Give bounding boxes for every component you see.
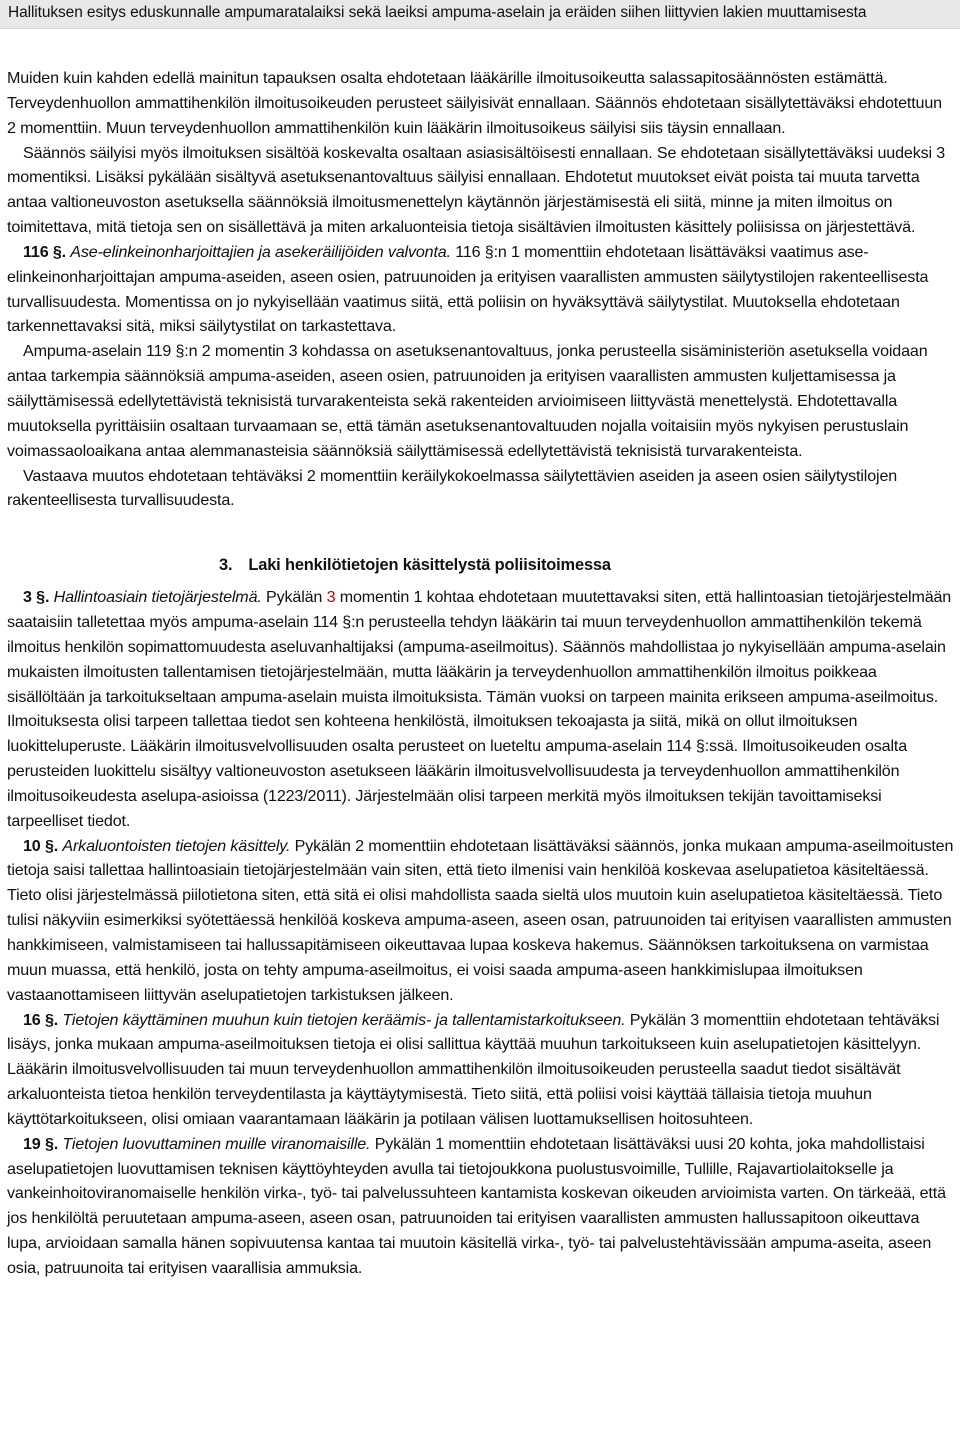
section-number: 116 [23, 242, 49, 261]
section-number: 10 [23, 836, 41, 855]
document-body [7, 66, 955, 1281]
section-text: Pykälän 3 momenttiin ehdotetaan tehtäväksi lisäys, jonka mukaan ampuma-aseilmoituksen tietoja ei olisi sallittua käyttää muuhun tarkoitukseen kuin aselupatietojen käsittelyyn. Lääkärin ilmoitusvelvollisuuden tai muun terveydenhuollon ammattihenkilön ilmoitusoikeuden perusteella saadut tiedot sisältävät arkaluonteista tietoa henkilön terveydentilasta ja käyttäytymisestä. Tieto siitä, että poliisi voisi käyttää tällaisia tietoja muuhun käyttötarkoitukseen, olisi omiaan vaarantamaan lääkärin ja potilaan välisen luottamuksellisen hoitosuhteen. [7, 1010, 940, 1128]
section-text: Pykälän 2 momenttiin ehdotetaan lisättäväksi säännös, jonka mukaan ampuma-aseilmoitusten tietoja saisi tallettaa hallintoasiain tietojärjestelmään vain siten, että tieto ilmenisi vain henkilöä koskevaa aselupatietoa käsiteltäessä. Tieto olisi järjestelmässä piilotietona siten, että sitä ei olisi mahdollista saada sieltä ulos muutoin kuin aselupatietoa käsiteltäessä. Tieto tulisi näkyviin esimerkiksi syötettäessä henkilöä koskeva ampuma-aseen, aseen osan, patruunoiden tai erityisen vaarallisten ammusten hankkimiseen, valmistamiseen tai hallussapitämiseen oikeuttavaa lupaa koskeva hakemus. Säännöksen tarkoituksena on varmistaa muun muassa, että henkilö, josta on tehty ampuma-aseilmoitus, ei voisi saada ampuma-aseen hankkimislupaa ilmoituksen vastaanottamiseen liittyvän aselupatietojen tarkistuksen jälkeen. [7, 836, 954, 1004]
section-symbol: §. [44, 1010, 59, 1029]
paragraph: Vastaava muutos ehdotetaan tehtäväksi 2 momenttiin keräilykokoelmassa säilytettävien aseiden ja aseen osien säilytystilojen rakenteellisesta turvallisuudesta. [7, 466, 898, 510]
highlighted-number: 3 [326, 588, 336, 607]
paragraph: Muiden kuin kahden edellä mainitun tapauksen osalta ehdotetaan lääkärille ilmoitusoikeutta salassapitosäännösten estämättä. Terveydenhuollon ammattihenkilön ilmoitusoikeuden perusteet säilyisivät ennallaan. Säännös ehdotetaan sisällytettäväksi ehdotettuun 2 momenttiin. Muun terveydenhuollon ammattihenkilön kuin lääkärin ilmoitusoikeus säilyisi siis täysin ennallaan. [7, 69, 942, 137]
section-text: momentin 1 kohtaa ehdotetaan muutettavaksi siten, että hallintoasian tietojärjestelmään saataisiin talletettaa myös ampuma-aselain 114 §:n perusteella tehdyn lääkärin tai muun terveydenhuollon ammattihenkilön tekemä ilmoitus henkilön sopimattomuudesta aseluvanhaltijaksi (ampuma-aseilmoitus). Säännös mahdollistaa jo nykyisellään ampuma-aselain mukaisten ilmoitusten tallentamisen tietojärjestelmään, mutta lääkärin ja terveydenhuollon ammattihenkilön ilmoitus poikkeaa sisällöltään ja tarkoitukseltaan ampuma-aselain muista ilmoituksista. Tämän vuoksi on tarpeen mainita erikseen ampuma-aseilmoitus. Ilmoituksesta olisi tarpeen tallettaa tiedot sen kohteena henkilöstä, ilmoituksen tekoajasta ja siitä, mikä on ollut ilmoituksen luokitteluperuste. Lääkärin ilmoitusvelvollisuuden osalta perusteet on lueteltu ampuma-aselain 114 §:ssä. Ilmoitusoikeuden osalta perusteiden luokittelu sisältyy valtioneuvoston asetukseen lääkärin ilmoitusvelvollisuudesta ja terveydenhuollon ammattihenkilön ilmoitusoikeudesta aselupa-asioissa (1223/2011). Järjestelmään olisi tarpeen merkitä myös ilmoituksen tekijän tavoittamiseksi tarpeelliset tiedot. [7, 588, 952, 830]
paragraph: Säännös säilyisi myös ilmoituksen sisältöä koskevalta osaltaan asiasisältöisesti ennallaan. Se ehdotetaan sisällytettäväksi uudeksi 3 momentiksi. Lisäksi pykälään sisältyvä asetuksenantovaltuus säilyisi ennallaan. Ehdotetut muutokset eivät poista tai muuta tarvetta antaa valtioneuvoston asetuksella säännöksiä ilmoitusmenettelyn käytännön järjestämisestä eli siitä, minne ja miten ilmoitus on toimitettava, mitä tietoja sen on sisällettävä ja miten arkaluonteisia tietoja sisältävien ilmoitusten käsittely poliisissa on järjestettävä. [7, 143, 946, 237]
section-paragraph [7, 1008, 955, 1132]
page-header [0, 0, 960, 29]
chapter-title: Laki henkilötietojen käsittelystä poliisitoimessa [248, 556, 611, 575]
section-paragraph [7, 834, 955, 1008]
chapter-number: 3. [219, 556, 233, 575]
section-symbol: §. [36, 588, 50, 607]
section-title: Tietojen luovuttaminen muille viranomaisille. [62, 1134, 371, 1153]
section-number: 3 [23, 588, 32, 607]
chapter-heading [7, 543, 955, 585]
section-number: 19 [23, 1134, 41, 1153]
section-paragraph [7, 1132, 955, 1281]
section-symbol: §. [52, 242, 66, 261]
section-symbol: §. [44, 1134, 59, 1153]
section-text: 116 §:n 1 momenttiin ehdotetaan lisättäväksi vaatimus ase-elinkeinonharjoittajan ampuma-aseiden, aseen osien, patruunoiden ja erityisen vaarallisten ammusten säilytystilojen rakenteellisesta turvallisuudesta. Momentissa on jo nykyisellään vaatimus siitä, että poliisin on hyväksyttävä säilytystilat. Muutoksella ehdotetaan tarkennettavaksi sitä, miksi säilytystilat on tarkastettava. [7, 242, 929, 336]
section-title: Ase-elinkeinonharjoittajien ja asekeräilijöiden valvonta. [70, 242, 451, 261]
section-paragraph [7, 240, 955, 339]
section-symbol: §. [44, 836, 59, 855]
section-paragraph [7, 585, 955, 833]
section-title: Hallintoasiain tietojärjestelmä. [53, 588, 262, 607]
section-title: Arkaluontoisten tietojen käsittely. [62, 836, 291, 855]
section-number: 16 [23, 1010, 41, 1029]
section-title: Tietojen käyttäminen muuhun kuin tietojen keräämis- ja tallentamistarkoitukseen. [62, 1010, 626, 1029]
section-text: Pykälän 1 momenttiin ehdotetaan lisättäväksi uusi 20 kohta, joka mahdollistaisi aselupatietojen luovuttamisen teknisen käyttöyhteyden avulla tai tietojoukkona puolustusvoimille, Tullille, Rajavartiolaitokselle ja vankeinhoitoviranomaiselle henkilön virka-, työ- tai palvelussuhteen kantamista koskevan oikeuden arvioimista varten. On tärkeää, että jos henkilöltä peruutetaan ampuma-aseen, aseen osan, patruunoiden tai erityisen vaarallisten ammusten hallussapitoon oikeuttava lupa, arvioidaan samalla hänen sopivuutensa kantaa tai muutoin käsitellä virka-, työ- tai palvelustehtävissään ampuma-aseita, aseen osia, patruunoita tai erityisen vaarallisia ammuksia. [7, 1134, 946, 1277]
document-title: Hallituksen esitys eduskunnalle ampumaratalaiksi sekä laeiksi ampuma-aselain ja eräiden siihen liittyvien lakien muuttamisesta [8, 4, 867, 21]
paragraph: Ampuma-aselain 119 §:n 2 momentin 3 kohdassa on asetuksenantovaltuus, jonka perusteella sisäministeriön asetuksella voidaan antaa tarkempia säännöksiä ampuma-aseiden, aseen osien, patruunoiden ja erityisen vaarallisten ammusten kuljettamisessa ja säilyttämisessä edellytettävistä teknisistä turvarakenteista sekä rakenteiden arvioimiseen liittyvästä menettelystä. Ehdotettavalla muutoksella pyrittäisiin osaltaan turvaamaan se, että tämän asetuksenantovaltuuden nojalla voitaisiin myös nykyisen perustuslain voimassaoloaikana antaa alemmanasteisia säännöksiä säilyttämisessä edellytettävistä teknisistä turvarakenteista. [7, 342, 928, 460]
section-text: Pykälän [261, 588, 327, 607]
